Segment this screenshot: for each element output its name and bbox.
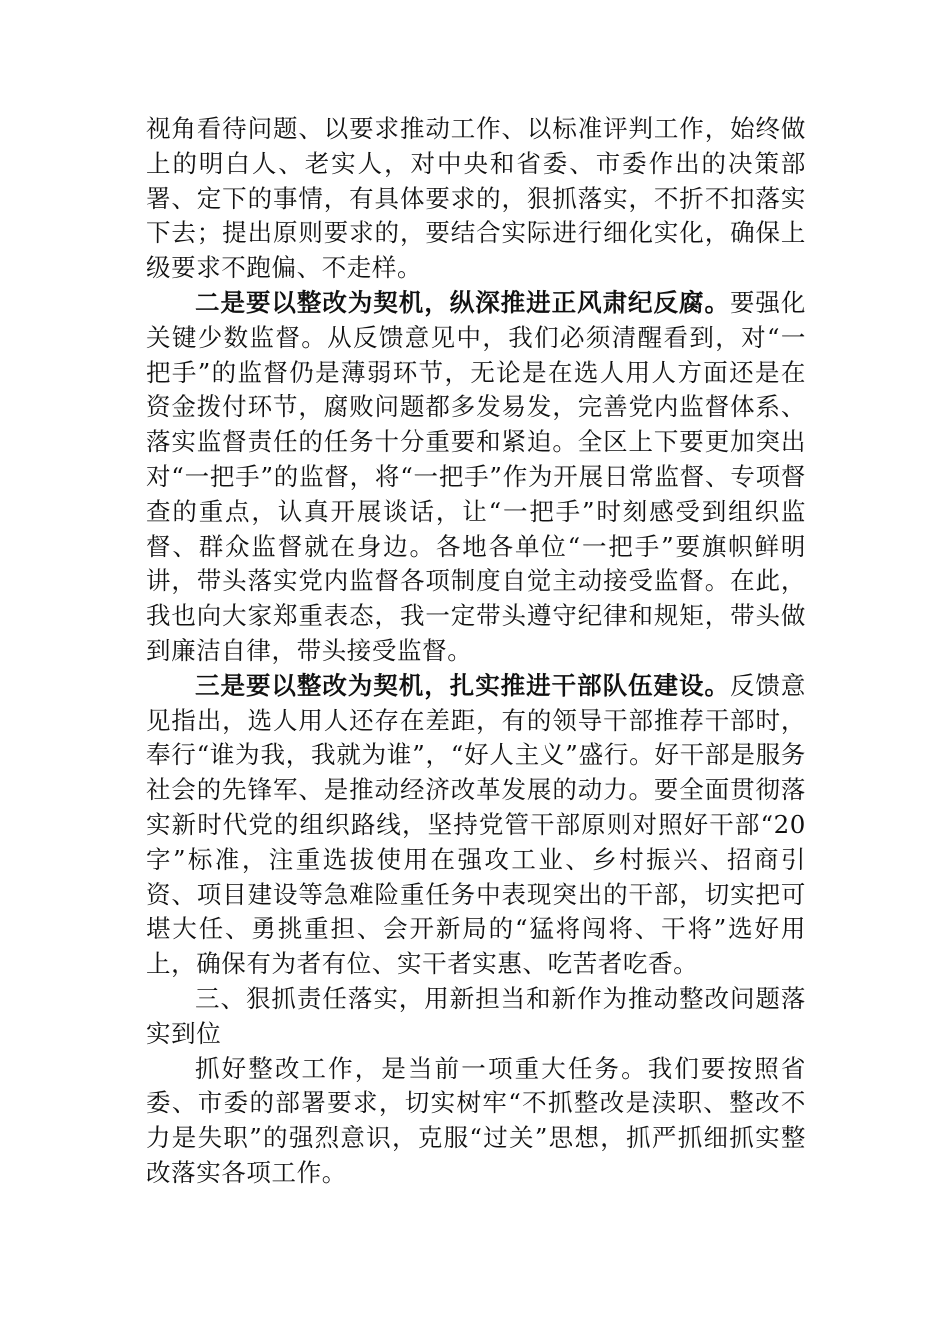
paragraph-point-two — [146, 286, 806, 669]
section-heading-three: 三、狠抓责任落实，用新担当和新作为推动整改问题落实到位 — [146, 983, 806, 1048]
point-two-lead: 二是要以整改为契机，纵深推进正风肃纪反腐。 — [195, 287, 730, 317]
point-two-body: 要强化关键少数监督。从反馈意见中，我们必须清醒看到，对“一把手”的监督仍是薄弱环节，无论是在选人用人方面还是在资金拨付环节，腐败问题都多发易发，完善党内监督体系、落实监督责任的任务十分重要和紧迫。全区上下要更加突出对“一把手”的监督，将“一把手”作为开展日常监督、专项督查的重点，认真开展谈话，让“一把手”时刻感受到组织监督、群众监督就在身边。各地各单位“一把手”要旗帜鲜明讲，带头落实党内监督各项制度自觉主动接受监督。在此，我也向大家郑重表态，我一定带头遵守纪律和规矩，带头做到廉洁自律，带头接受监督。 — [146, 287, 806, 665]
point-three-body: 反馈意见指出，选人用人还存在差距，有的领导干部推荐干部时，奉行“谁为我，我就为谁”，“好人主义”盛行。好干部是服务社会的先锋军、是推动经济改革发展的动力。要全面贯彻落实新时代党的组织路线，坚持党管干部原则对照好干部“20字”标准，注重选拔使用在强攻工业、乡村振兴、招商引资、项目建设等急难险重任务中表现突出的干部，切实把可堪大任、勇挑重担、会开新局的“猛将闯将、干将”选好用上，确保有为者有位、实干者实惠、吃苦者吃香。 — [146, 670, 806, 979]
paragraph-section-three-intro: 抓好整改工作，是当前一项重大任务。我们要按照省委、市委的部署要求，切实树牢“不抓整改是渎职、整改不力是失职”的强烈意识，克服“过关”思想，抓严抓细抓实整改落实各项工作。 — [146, 1053, 806, 1187]
paragraph-point-three — [146, 669, 806, 982]
document-page — [146, 112, 806, 1191]
paragraph-continuation: 视角看待问题、以要求推动工作、以标准评判工作，始终做上的明白人、老实人，对中央和省委、市委作出的决策部署、定下的事情，有具体要求的，狠抓落实，不折不扣落实下去；提出原则要求的，要结合实际进行细化实化，确保上级要求不跑偏、不走样。 — [146, 114, 806, 283]
point-three-lead: 三是要以整改为契机，扎实推进干部队伍建设。 — [195, 670, 730, 700]
